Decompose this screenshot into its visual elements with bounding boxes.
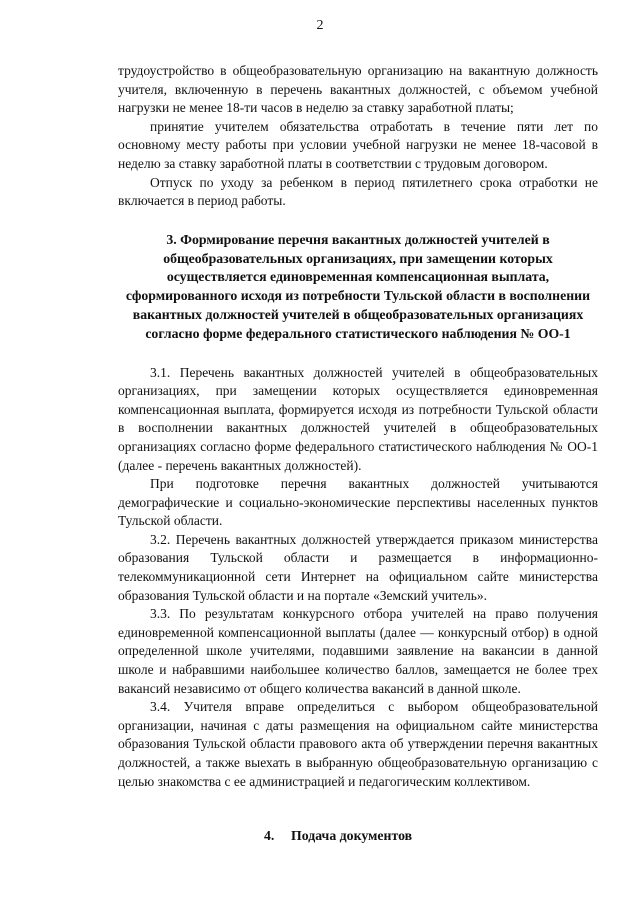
section-4-title: Подача документов [291,828,413,843]
section-4-number: 4. [264,828,275,843]
paragraph: 3.3. По результатам конкурсного отбора учителей на право получения единовременной компенсационной выплаты (далее — конкурсный отбор) в одной определенной школе учителями, подавшими заявление на вакансии в данной школе и набравшими наибольшее количество баллов, замещается не более трех вакансий независимо от общего количества вакансий в данной школе. [118,606,598,696]
paragraph: 3.2. Перечень вакантных должностей утверждается приказом министерства образования Тульской области и размещается в информационно-телекоммуникационной сети Интернет на официальном сайте министерства образования Тульской области и на портале «Земский учитель». [118,531,598,603]
paragraph: принятие учителем обязательства отработать в течение пяти лет по основному месту работы при условии учебной нагрузки не менее 18-часовой в неделю за ставку заработной платы в соответствии с трудовым договором. [118,118,598,171]
document-body [118,62,598,791]
paragraph: трудоустройство в общеобразовательную организацию на вакантную должность учителя, включенную в перечень вакантных должностей, с объемом учебной нагрузки не менее 18-ти часов в неделю за ставку заработной платы; [118,63,598,116]
paragraph: При подготовке перечня вакантных должностей учитываются демографические и социально-экономические перспективы населенных пунктов Тульской области. [118,476,598,529]
page-number: 2 [316,18,324,33]
paragraph: Отпуск по уходу за ребенком в период пятилетнего срока отработки не включается в период работы. [118,174,598,209]
paragraph: 3.1. Перечень вакантных должностей учителей в общеобразовательных организациях, при замещении которых осуществляется единовременная компенсационная выплата, формируется исходя из потребности Тульской области в восполнении вакантных должностей учителей в общеобразовательных организациях согласно форме федерального статистического наблюдения № ОО-1 (далее - перечень вакантных должностей). [118,364,598,473]
paragraph: 3.4. Учителя вправе определиться с выбором общеобразовательной организации, начиная с даты размещения на официальном сайте министерства образования Тульской области правового акта об утверждении перечня вакантных должностей, а также выехать в выбранную общеобразовательную организацию с целью знакомства с ее администрацией и педагогическим коллективом. [118,699,598,789]
section-3-heading: 3. Формирование перечня вакантных должностей учителей в общеобразовательных организациях, при замещении которых осуществляется единовременная компенсационная выплата, сформированного исходя из потребности Тульской области в восполнении вакантных должностей учителей в общеобразовательных организациях согласно форме федерального статистического наблюдения № ОО-1 [125,231,591,341]
